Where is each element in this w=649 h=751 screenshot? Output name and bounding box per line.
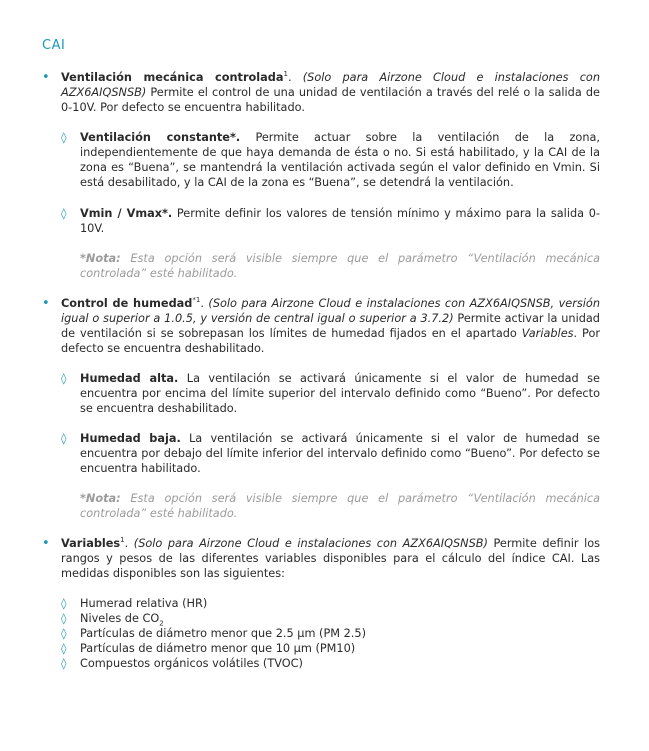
measure-label: Partículas de diámetro menor que 10 µm (PM10) (80, 642, 356, 655)
item-text: . Por defecto se encuentra deshabilitado. (61, 327, 600, 355)
item-text: La ventilación se activará únicamente si el valor de humedad se encuentra por encima del límite superior del intervalo definido como “Bueno”. Por defecto se encuentra deshabilitado. (80, 372, 600, 415)
diamond-bullet-icon: ◊ (61, 207, 67, 220)
item-title: Vmin / Vmax*. (80, 207, 173, 220)
bullet-dot-icon: • (42, 296, 50, 311)
diamond-bullet-icon: ◊ (61, 657, 67, 670)
item-title: Humedad baja. (80, 432, 181, 445)
note-2 (80, 491, 600, 521)
measure-pm10 (61, 641, 600, 656)
item-qualifier: (Solo para Airzone Cloud e instalaciones con AZX6AIQSNSB) (61, 71, 600, 99)
item-title: Ventilación constante*. (80, 131, 241, 144)
measure-label: Compuestos orgánicos volátiles (TVOC) (80, 657, 303, 670)
item-vmin-vmax (61, 206, 600, 236)
diamond-bullet-icon: ◊ (61, 372, 67, 385)
note-text: Esta opción será visible siempre que el parámetro “Ventilación mecánica controlada” esté habilitado. (80, 492, 600, 520)
item-text: Permite definir los rangos y pesos de las diferentes variables disponibles para el cálculo del índice CAI. Las medidas disponibles son las siguientes: (61, 537, 601, 580)
item-text: Permite el control de una unidad de ventilación a través del relé o la salida de 0-10V. Por defecto se encuentra habilitado. (61, 86, 600, 114)
item-title: Humedad alta. (80, 372, 179, 385)
footnote-marker: 1 (283, 70, 288, 79)
measure-pm25 (61, 626, 600, 641)
note-text: Esta opción será visible siempre que el parámetro “Ventilación mecánica controlada” esté habilitado. (80, 252, 600, 280)
diamond-bullet-icon: ◊ (61, 642, 67, 655)
measure-hr (61, 596, 600, 611)
measure-subscript: 2 (159, 619, 164, 628)
note-label: *Nota: (80, 252, 121, 265)
note-label: *Nota: (80, 492, 121, 505)
bullet-dot-icon: • (42, 536, 50, 551)
item-text-emphasis: Variables (521, 327, 574, 340)
item-humedad-baja (61, 431, 601, 476)
diamond-bullet-icon: ◊ (61, 131, 67, 144)
diamond-bullet-icon: ◊ (61, 597, 67, 610)
item-qualifier: (Solo para Airzone Cloud e instalaciones con AZX6AIQSNSB, versión igual o superior a 1.0.5, y versión de central igual o superior a 3.7.2) (61, 297, 600, 325)
item-title: Control de humedad (61, 297, 193, 310)
diamond-bullet-icon: ◊ (61, 612, 67, 625)
item-text: La ventilación se activará únicamente si el valor de humedad se encuentra por debajo del límite inferior del intervalo definido como “Bueno”. Por defecto se encuentra habilitado. (80, 432, 601, 475)
section-title: CAI (42, 38, 66, 53)
diamond-bullet-icon: ◊ (61, 432, 67, 445)
item-text: Permite definir los valores de tensión mínimo y máximo para la salida 0-10V. (80, 207, 600, 235)
footnote-marker: 1 (120, 536, 125, 545)
measure-label: Partículas de diámetro menor que 2.5 µm (PM 2.5) (80, 627, 366, 640)
measure-label: Niveles de CO (80, 612, 160, 625)
note-1 (80, 251, 600, 281)
item-text: Permite actuar sobre la ventilación de la zona, independientemente de que haya demanda de ésta o no. Si está habilitado, y la CAI de la zona es “Buena”, se mantendrá la ventilación activada según el valor definido en Vmin. Si está desabilitado, y la CAI de la zona es “Buena”, se detendrá la ventilación. (80, 131, 600, 189)
bullet-dot-icon: • (42, 70, 50, 85)
measure-tvoc (61, 656, 600, 671)
measure-co2 (61, 611, 600, 628)
item-control-humedad: • Control de humedad$^{*1}$. (Solo para Airzone Cloud e instalaciones con AZX6AIQSNSB, versión igual o superior a 1.0.5, y versión de central igual o superior a 3.7.2) Permite activar la unidad de ventilación si se sobrepasan los límites de humedad fijados en el apartado Variables. Por defecto se encuentra deshabilitado. (42, 296, 600, 355)
item-qualifier: (Solo para Airzone Cloud e instalaciones con AZX6AIQSNSB) (133, 537, 488, 550)
diamond-bullet-icon: ◊ (61, 627, 67, 640)
item-ventilacion-constante (61, 130, 600, 190)
item-humedad-alta (61, 371, 600, 416)
footnote-marker: *1 (192, 296, 201, 305)
item-title: Ventilación mecánica controlada (61, 71, 284, 84)
item-title: Variables (61, 537, 121, 550)
measure-label: Humerad relativa (HR) (80, 597, 208, 610)
item-ventilacion-mecanica: • Ventilación mecánica controlada$^1$. (Solo para Airzone Cloud e instalaciones con AZX6AIQSNSB) Permite el control de una unidad de ventilación a través del relé o la salida de 0-10V. Por defecto se encuentra habilitado. (42, 70, 600, 114)
item-text: Permite activar la unidad de ventilación si se sobrepasan los límites de humedad fijados en el apartado (61, 312, 600, 340)
item-variables: • Variables$^1$. (Solo para Airzone Cloud e instalaciones con AZX6AIQSNSB) Permite definir los rangos y pesos de las diferentes variables disponibles para el cálculo del índice CAI. Las medidas disponibles son las siguientes: (42, 536, 601, 580)
